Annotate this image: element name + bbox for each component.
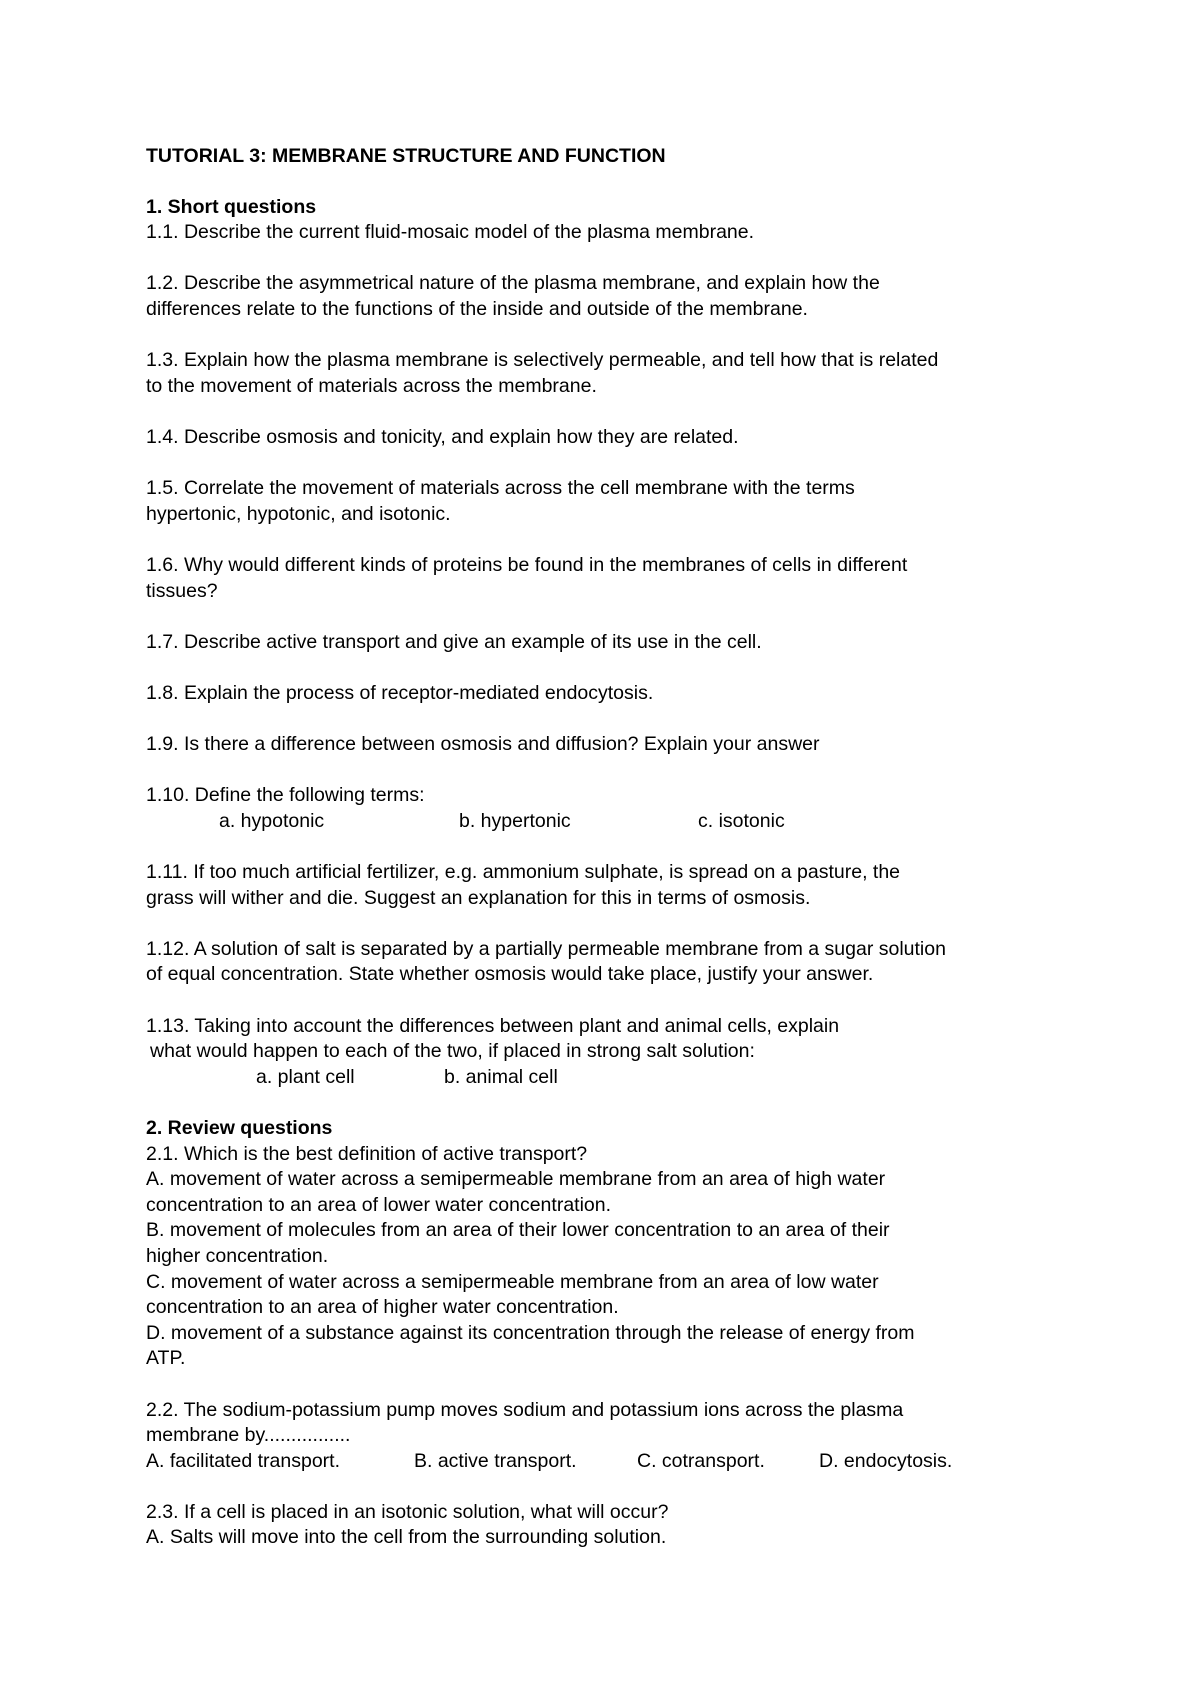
answer-line: C. movement of water across a semipermeable membrane from an area of low water — [146, 1270, 879, 1293]
option-item: c. isotonic — [698, 809, 785, 832]
question-line: what would happen to each of the two, if placed in strong salt solution: — [150, 1040, 755, 1063]
question-line: 1.3. Explain how the plasma membrane is selectively permeable, and tell how that is related — [146, 349, 939, 372]
question-1-2 — [146, 271, 1076, 322]
question-line: hypertonic, hypotonic, and isotonic. — [146, 502, 451, 525]
question-text: 1.8. Explain the process of receptor-mediated endocytosis. — [146, 681, 654, 704]
answer-line: A. Salts will move into the cell from the surrounding solution. — [146, 1526, 667, 1549]
question-text: 1.4. Describe osmosis and tonicity, and explain how they are related. — [146, 425, 739, 448]
question-line: membrane by................ — [146, 1424, 351, 1447]
option-item: a. plant cell — [256, 1065, 355, 1088]
question-line: of equal concentration. State whether osmosis would take place, justify your answer. — [146, 963, 874, 986]
section-review-questions — [146, 1116, 1076, 1551]
answer-line: higher concentration. — [146, 1244, 329, 1267]
question-1-10 — [146, 783, 1076, 834]
section-short-questions — [146, 195, 1076, 1091]
question-1-11 — [146, 860, 1076, 911]
question-2-2 — [146, 1398, 1076, 1475]
option-item: b. hypertonic — [459, 809, 571, 832]
question-text: 2.1. Which is the best definition of active transport? — [146, 1142, 588, 1165]
option-item: b. animal cell — [444, 1065, 558, 1088]
choice-item: D. endocytosis. — [819, 1449, 953, 1472]
question-1-3 — [146, 348, 1076, 399]
question-text: 1.7. Describe active transport and give an example of its use in the cell. — [146, 630, 762, 653]
question-2-3 — [146, 1500, 1076, 1551]
question-1-12 — [146, 937, 1076, 988]
question-1-8 — [146, 681, 1076, 707]
document-title: TUTORIAL 3: MEMBRANE STRUCTURE AND FUNCTION — [146, 145, 666, 167]
question-line: 1.11. If too much artificial fertilizer, e.g. ammonium sulphate, is spread on a pasture, the — [146, 861, 901, 884]
question-line: differences relate to the functions of the inside and outside of the membrane. — [146, 297, 808, 320]
option-item: a. hypotonic — [219, 809, 325, 832]
question-line: 1.5. Correlate the movement of materials across the cell membrane with the terms — [146, 477, 855, 500]
question-line: 1.2. Describe the asymmetrical nature of the plasma membrane, and explain how the — [146, 272, 880, 295]
question-line: 1.6. Why would different kinds of proteins be found in the membranes of cells in different — [146, 553, 908, 576]
question-1-9 — [146, 732, 1076, 758]
answer-line: D. movement of a substance against its concentration through the release of energy from — [146, 1321, 915, 1344]
question-text: 1.9. Is there a difference between osmosis and diffusion? Explain your answer — [146, 733, 820, 756]
choice-item: A. facilitated transport. — [146, 1449, 341, 1472]
question-line: to the movement of materials across the membrane. — [146, 374, 597, 397]
choice-item: C. cotransport. — [637, 1449, 765, 1472]
question-text: 1.1. Describe the current fluid-mosaic model of the plasma membrane. — [146, 221, 755, 244]
question-line: tissues? — [146, 579, 218, 602]
question-2-1 — [146, 1142, 1076, 1372]
question-text: 2.3. If a cell is placed in an isotonic solution, what will occur? — [146, 1500, 669, 1523]
answer-line: A. movement of water across a semipermeable membrane from an area of high water — [146, 1168, 886, 1191]
choice-options — [146, 1449, 1076, 1475]
answer-line: concentration to an area of lower water concentration. — [146, 1193, 612, 1216]
section-heading: 1. Short questions — [146, 195, 317, 218]
answer-line: B. movement of molecules from an area of their lower concentration to an area of their — [146, 1219, 890, 1242]
question-line: 2.2. The sodium-potassium pump moves sodium and potassium ions across the plasma — [146, 1398, 904, 1421]
question-1-7 — [146, 630, 1076, 656]
document-page — [146, 144, 1076, 1551]
question-1-4 — [146, 425, 1076, 451]
question-line: 1.13. Taking into account the differences between plant and animal cells, explain — [146, 1014, 840, 1037]
term-options — [146, 809, 1076, 835]
question-line: 1.12. A solution of salt is separated by a partially permeable membrane from a sugar solution — [146, 937, 946, 960]
section-heading: 2. Review questions — [146, 1116, 333, 1139]
question-1-5 — [146, 476, 1076, 527]
answer-line: concentration to an area of higher water concentration. — [146, 1296, 619, 1319]
question-1-6 — [146, 553, 1076, 604]
question-1-13 — [146, 1014, 1076, 1091]
answer-line: ATP. — [146, 1347, 186, 1370]
choice-item: B. active transport. — [414, 1449, 577, 1472]
question-line: grass will wither and die. Suggest an explanation for this in terms of osmosis. — [146, 886, 811, 909]
cell-options — [146, 1065, 1076, 1091]
question-1-1 — [146, 220, 1076, 246]
question-text: 1.10. Define the following terms: — [146, 784, 425, 807]
